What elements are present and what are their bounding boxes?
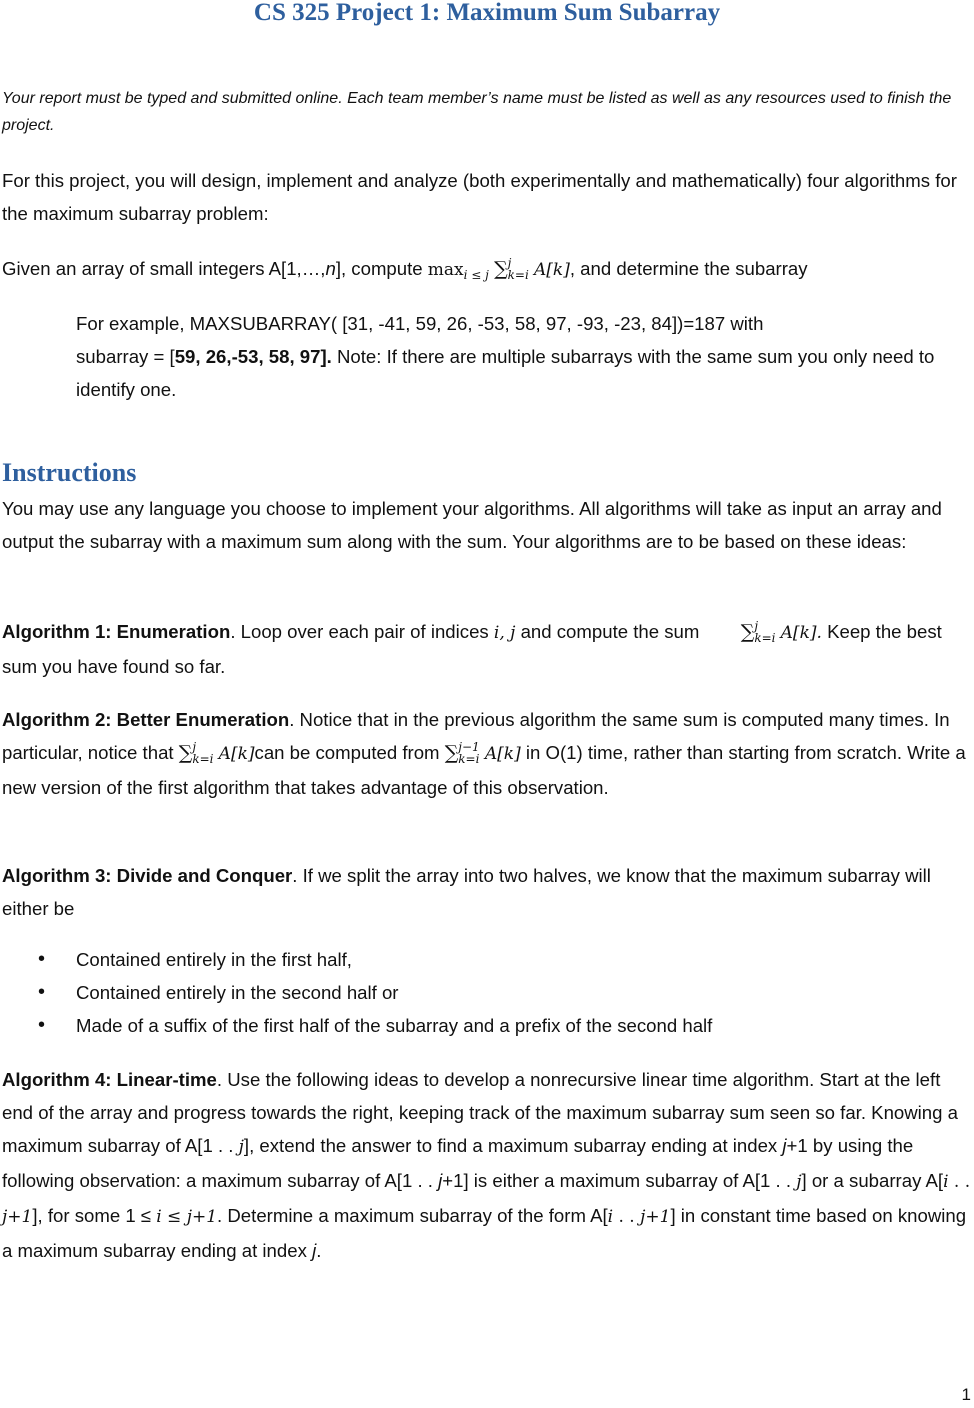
algorithm-2-text-b: can be computed from xyxy=(254,742,445,763)
document-title: CS 325 Project 1: Maximum Sum Subarray xyxy=(253,0,721,26)
paragraph-given xyxy=(2,252,972,292)
algorithm-4-m5: j+1 xyxy=(640,1207,671,1227)
example-note: Note: If there are multiple subarrays with the same sum you only need to identify one. xyxy=(76,346,935,400)
algorithm-1-sum-body: A[k]. xyxy=(780,623,822,643)
algorithm-4-label: Algorithm 4: Linear-time xyxy=(2,1069,217,1090)
sigma-symbol: ∑ xyxy=(740,621,755,643)
algorithm-4-j2: j xyxy=(782,1135,787,1156)
algorithm-2-sum2-upper: j−1 xyxy=(458,740,480,754)
algorithm-2-sum2-lower: k=i xyxy=(458,752,480,766)
formula-body: A[k] xyxy=(533,260,570,280)
algorithm-4-t7: ], for some 1 ≤ xyxy=(32,1205,157,1226)
list-item xyxy=(36,976,936,1009)
algorithm-1 xyxy=(2,615,972,683)
algorithm-4-t5: ] or a subarray A[ xyxy=(801,1170,944,1191)
list-item xyxy=(36,1009,936,1042)
algorithm-2-text-c: in O(1) time, rather than starting from scratch. Write a new version of the first algorithm that takes advantage of this observation. xyxy=(2,742,966,798)
algorithm-3-label: Algorithm 3: Divide and Conquer xyxy=(2,865,293,886)
algorithm-1-text-a: . Loop over each pair of indices xyxy=(230,621,494,642)
algorithm-2-label: Algorithm 2: Better Enumeration xyxy=(2,709,290,730)
algorithm-4-t11: . xyxy=(316,1240,322,1261)
given-n: n xyxy=(325,258,336,279)
example-line2-prefix: subarray = [ xyxy=(76,346,175,367)
algorithm-1-vars: i, j xyxy=(493,623,516,643)
algorithm-4-m2: j+1 xyxy=(2,1207,33,1227)
paragraph-intro: For this project, you will design, implement and analyze (both experimentally and mathematically) four algorithms for the maximum subarray problem: xyxy=(2,170,957,224)
algorithm-4-t1: . Use the following ideas to develop a nonrecursive linear time algorithm. Start at the left end of the array and progress towards the right, keeping track of the maximum subarray sum seen so far. Knowing a maximum subarray of A[1 . . xyxy=(2,1069,958,1156)
algorithm-4-t3: +1 by using the following observation: a maximum subarray of A[1 . . xyxy=(2,1135,914,1191)
algorithm-2-sum-1 xyxy=(179,736,214,770)
algorithm-4-j4: j xyxy=(796,1172,802,1192)
algorithm-2-sum2-body: A[k] xyxy=(484,744,521,764)
list-item xyxy=(36,943,936,976)
bullet-icon: • xyxy=(38,981,46,1003)
given-suffix: , and determine the subarray xyxy=(569,258,808,279)
algorithm-4-j3: j xyxy=(438,1170,443,1191)
bullet-icon: • xyxy=(38,1014,46,1036)
instructions-heading: Instructions xyxy=(2,458,137,487)
algorithm-4-t8: . Determine a maximum subarray of the form A[ xyxy=(217,1205,608,1226)
algorithm-1-sum xyxy=(741,615,776,649)
formula-sum-upper: j xyxy=(507,256,512,270)
algorithm-1-label: Algorithm 1: Enumeration xyxy=(2,621,231,642)
example-line1: For example, MAXSUBARRAY( [31, -41, 59, 26, -53, 58, 97, -93, -23, 84])=187 with xyxy=(76,313,764,334)
algorithm-1-text-b: and compute the sum xyxy=(515,621,705,642)
bullet-text: Contained entirely in the first half, xyxy=(76,949,352,970)
algorithm-3-text: . If we split the array into two halves, we know that the maximum subarray will either be xyxy=(2,865,931,919)
algorithm-3-bullets xyxy=(36,943,936,1042)
algorithm-2-sum1-lower: k=i xyxy=(192,752,214,766)
algorithm-1-sum-upper: j xyxy=(754,619,759,633)
algorithm-2-text-a: . Notice that in the previous algorithm the same sum is computed many times. In particular, notice that xyxy=(2,709,950,763)
algorithm-4-m3: i ≤ j+1 xyxy=(156,1207,218,1227)
sigma-symbol: ∑ xyxy=(444,742,459,764)
given-prefix: Given an array of small integers A[1,…, xyxy=(2,258,326,279)
intro-note: Your report must be typed and submitted online. Each team member’s name must be listed as well as any resources used to finish the project. xyxy=(2,90,952,134)
bullet-icon: • xyxy=(38,948,46,970)
algorithm-4 xyxy=(2,1063,972,1267)
given-mid: ], compute xyxy=(335,258,428,279)
example-paragraph xyxy=(76,307,956,406)
sigma-symbol: ∑ xyxy=(494,258,508,280)
formula-max-sub: i ≤ j xyxy=(463,268,489,282)
instructions-text: You may use any language you choose to implement your algorithms. All algorithms will take as input an array and output the subarray with a maximum sum along with the sum. Your algorithms are to be based on these ideas: xyxy=(2,498,942,552)
algorithm-4-m4: i xyxy=(607,1207,614,1227)
algorithm-4-t4: +1] is either a maximum subarray of A[1 . . xyxy=(442,1170,797,1191)
example-subarray: 59, 26,-53, 58, 97]. xyxy=(174,346,332,367)
formula-max: max xyxy=(427,260,464,280)
algorithm-2 xyxy=(2,703,972,804)
bullet-text: Made of a suffix of the first half of the subarray and a prefix of the second half xyxy=(76,1015,713,1036)
formula-sum xyxy=(494,252,529,286)
algorithm-2-sum1-upper: j xyxy=(192,740,197,754)
formula-sum-lower: k=i xyxy=(507,268,529,282)
algorithm-4-m1: i xyxy=(943,1172,949,1192)
algorithm-4-t6: . . xyxy=(948,1172,971,1192)
algorithm-2-sum-2 xyxy=(445,736,480,770)
algorithm-4-j5: j xyxy=(312,1240,317,1261)
algorithm-4-t2: ], extend the answer to find a maximum subarray ending at index xyxy=(243,1135,783,1156)
sigma-symbol: ∑ xyxy=(178,742,193,764)
page-number: 1 xyxy=(961,1385,971,1404)
algorithm-4-j1: j xyxy=(238,1137,244,1157)
algorithm-1-sum-lower: k=i xyxy=(754,631,776,645)
algorithm-3 xyxy=(2,859,972,925)
algorithm-2-sum1-body: A[k] xyxy=(218,744,255,764)
algorithm-4-t10: ] in constant time based on knowing a maximum subarray ending at index xyxy=(2,1205,967,1261)
algorithm-4-t9: . . xyxy=(613,1207,641,1227)
algorithm-1-text-c: Keep the best sum you have found so far. xyxy=(2,621,942,677)
bullet-text: Contained entirely in the second half or xyxy=(76,982,399,1003)
